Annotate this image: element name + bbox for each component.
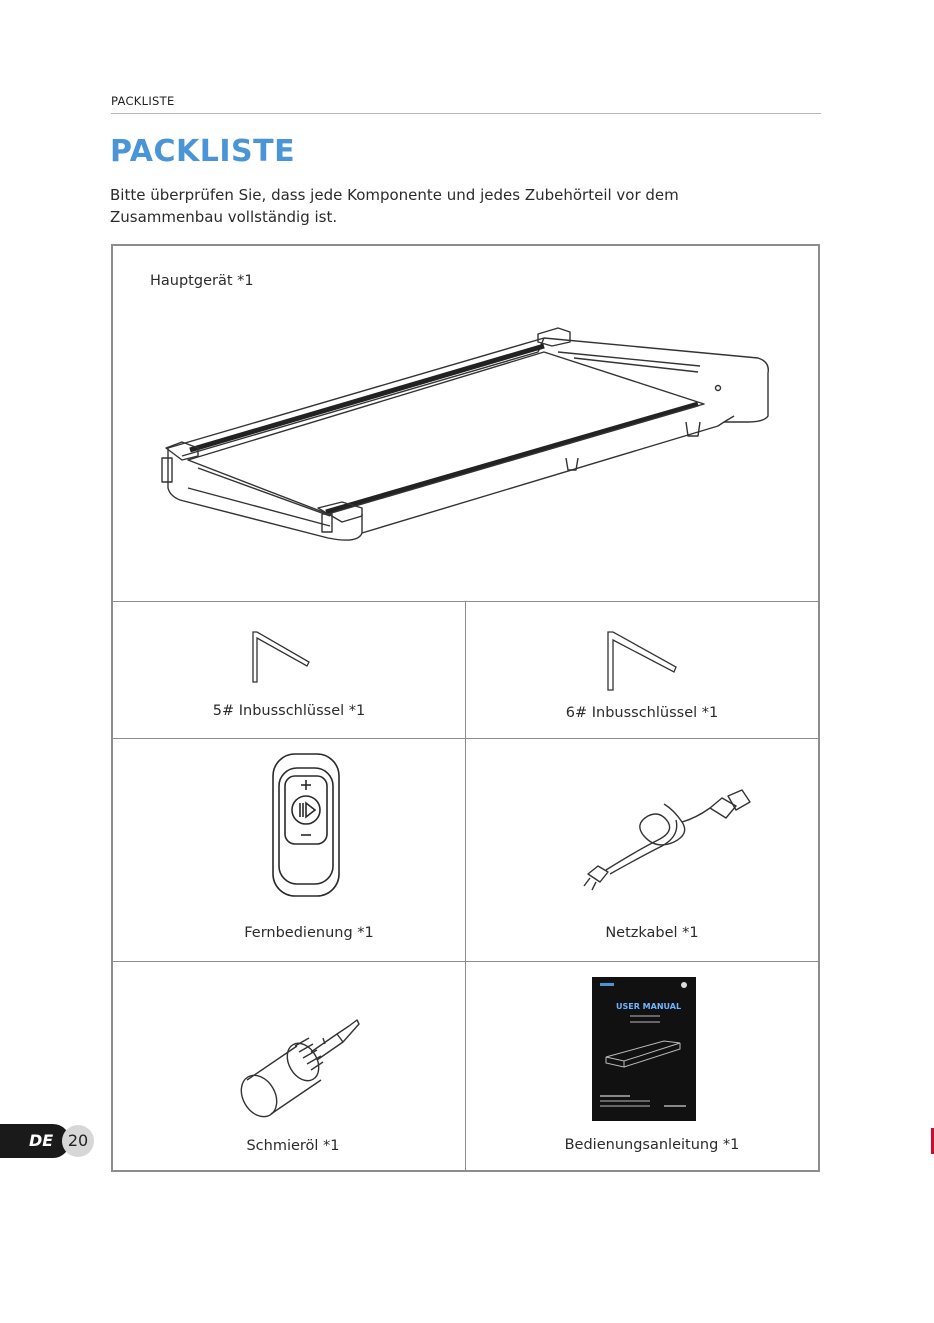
item-main-unit-label: Hauptgerät *1 [150,273,254,289]
item-allen-key-5-label: 5# Inbusschlüssel *1 [212,703,366,719]
packing-list-table [111,244,820,1172]
page-title: PACKLISTE [110,134,296,169]
manual-cover-title: USER MANUAL [616,1002,682,1011]
column-divider [465,602,466,1170]
item-remote-control-label: Fernbedienung *1 [244,925,374,941]
user-manual-icon [592,977,696,1121]
item-allen-key-6-label: 6# Inbusschlüssel *1 [565,705,719,721]
item-lubricant-label: Schmieröl *1 [246,1138,340,1154]
allen-key-icon [243,628,323,688]
header-divider [111,113,821,114]
page-number: 20 [62,1125,94,1157]
allen-key-icon [598,628,688,694]
lubricant-bottle-icon [237,1012,367,1132]
language-code: DE [29,1131,54,1150]
treadmill-icon [158,318,778,553]
header-section-label: PACKLISTE [111,94,175,108]
item-power-cord-label: Netzkabel *1 [605,925,699,941]
item-user-manual-label: Bedienungsanleitung *1 [564,1137,740,1153]
intro-text: Bitte überprüfen Sie, dass jede Komponente und jedes Zubehörteil vor dem Zusammenbau vollständig ist. [110,186,679,226]
remote-control-icon [269,750,345,900]
power-cord-icon [578,786,758,896]
footer-page-badge [0,1124,96,1158]
